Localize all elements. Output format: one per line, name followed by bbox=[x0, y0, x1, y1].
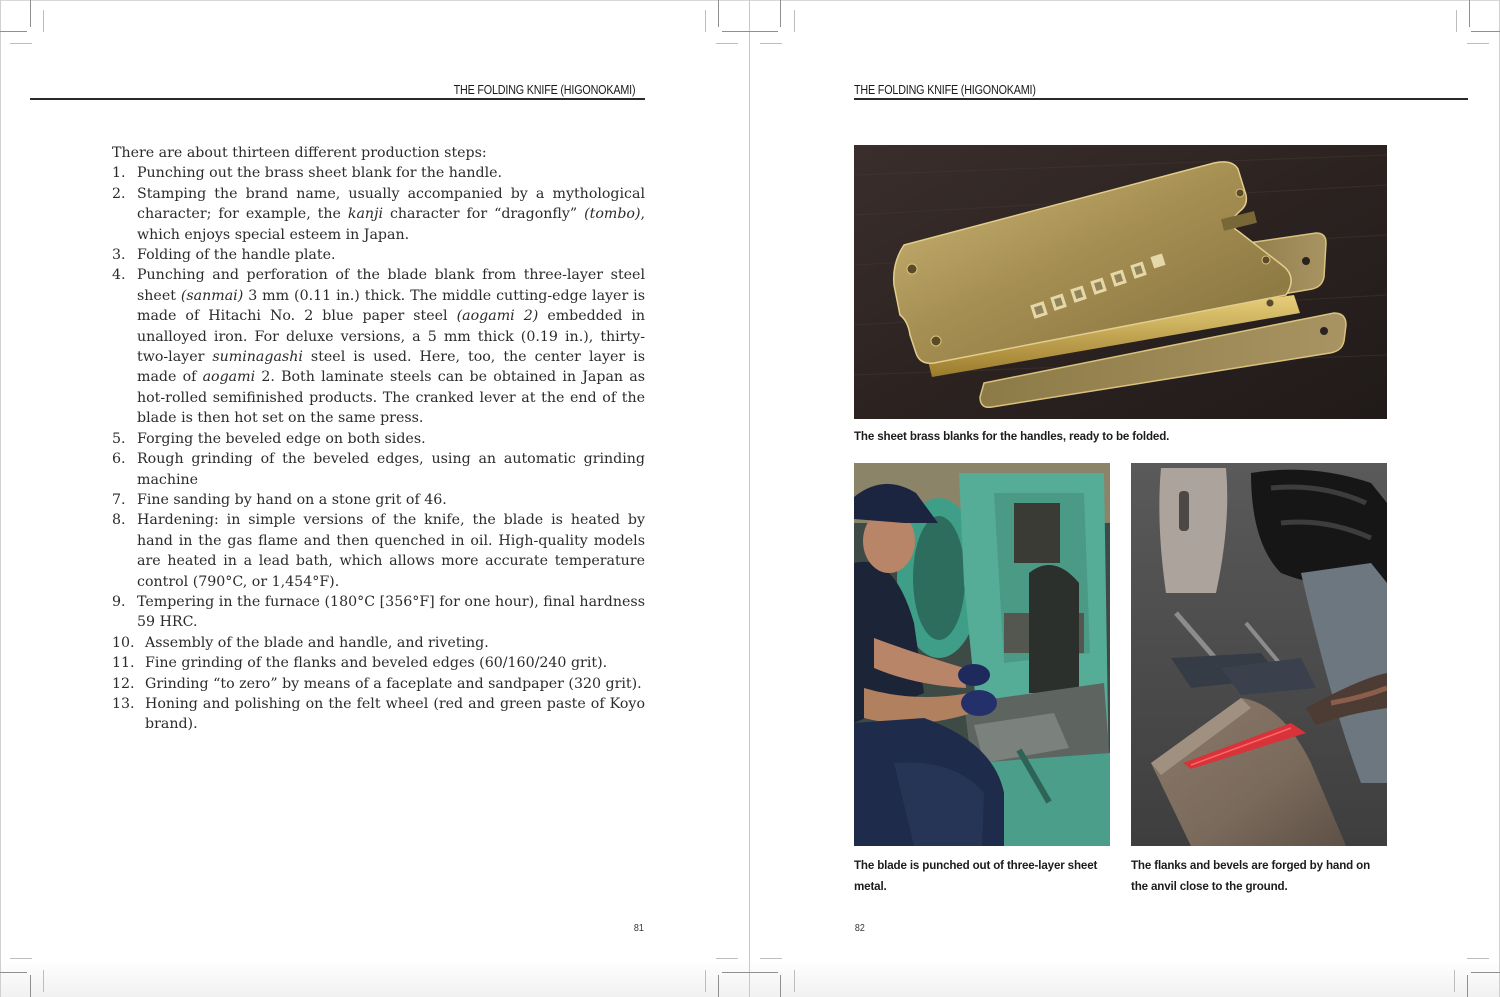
step-number: 13. bbox=[112, 695, 135, 712]
step-number: 12. bbox=[112, 675, 135, 692]
production-step bbox=[112, 674, 645, 694]
production-step bbox=[112, 592, 645, 633]
production-step bbox=[112, 490, 645, 510]
header-rule bbox=[30, 98, 645, 100]
production-step bbox=[112, 633, 645, 653]
step-number: 6. bbox=[112, 451, 126, 468]
production-step bbox=[112, 449, 645, 490]
step-text: Rough grinding of the beveled edges, using an automatic grinding machine bbox=[137, 451, 645, 488]
step-number: 1. bbox=[112, 165, 126, 182]
step-text: Folding of the handle plate. bbox=[137, 247, 336, 264]
photo-brass-blanks bbox=[854, 145, 1387, 419]
photo-punch-press bbox=[854, 463, 1110, 846]
step-number: 8. bbox=[112, 512, 126, 529]
step-text: Stamping the brand name, usually accompanied by a mythological character; for example, the kanji character for “dragonfly” (tombo), which enjoys special esteem in Japan. bbox=[137, 185, 645, 243]
body-text bbox=[112, 143, 645, 735]
step-text: Honing and polishing on the felt wheel (red and green paste of Koyo brand). bbox=[145, 695, 645, 733]
forging-anvil-image bbox=[1131, 463, 1387, 846]
intro-paragraph: There are about thirteen different production steps: bbox=[112, 145, 487, 161]
production-step bbox=[112, 245, 645, 265]
production-step bbox=[112, 429, 645, 449]
production-step bbox=[112, 694, 645, 735]
step-text: Fine grinding of the flanks and beveled edges (60/160/240 grit). bbox=[145, 655, 608, 672]
step-number: 10. bbox=[112, 634, 135, 651]
page-edge bbox=[0, 0, 1, 997]
step-text: Grinding “to zero” by means of a faceplate and sandpaper (320 grit). bbox=[145, 675, 642, 692]
step-text: Tempering in the furnace (180°C [356°F] for one hour), final hardness 59 HRC. bbox=[137, 593, 645, 631]
step-text: Assembly of the blade and handle, and riveting. bbox=[145, 634, 489, 651]
step-number: 7. bbox=[112, 491, 126, 508]
step-number: 11. bbox=[112, 655, 135, 672]
production-step bbox=[112, 184, 645, 245]
step-text: Forging the beveled edge on both sides. bbox=[137, 430, 426, 447]
photo-caption: The flanks and bevels are forged by hand on the anvil close to the ground. bbox=[1131, 859, 1371, 893]
photo-caption: The blade is punched out of three-layer sheet metal. bbox=[854, 859, 1098, 893]
production-steps-list bbox=[112, 163, 645, 734]
production-step bbox=[112, 265, 645, 428]
production-step bbox=[112, 163, 645, 183]
header-rule bbox=[854, 98, 1468, 100]
page-number: 82 bbox=[854, 922, 865, 934]
step-text: Hardening: in simple versions of the knife, the blade is heated by hand in the gas flame and then quenched in oil. High-quality models are heated in a lead bath, which allows more accurate temperature control (790°C, or 1,454°F). bbox=[137, 512, 645, 590]
photo-forging-anvil bbox=[1131, 463, 1387, 846]
running-head: THE FOLDING KNIFE (HIGONOKAMI) bbox=[453, 83, 635, 97]
book-spine-divider bbox=[749, 0, 750, 997]
step-number: 2. bbox=[112, 185, 126, 202]
punch-press-image bbox=[854, 463, 1110, 846]
step-number: 5. bbox=[112, 430, 126, 447]
production-step bbox=[112, 510, 645, 592]
step-text: Punching out the brass sheet blank for the handle. bbox=[137, 165, 503, 182]
brass-blanks-image bbox=[854, 145, 1387, 419]
production-step bbox=[112, 653, 645, 673]
step-number: 9. bbox=[112, 593, 126, 610]
running-head: THE FOLDING KNIFE (HIGONOKAMI) bbox=[854, 83, 1036, 97]
page-number: 81 bbox=[633, 922, 644, 934]
step-text: Punching and perforation of the blade blank from three-layer steel sheet (sanmai) 3 mm (0.11 in.) thick. The middle cutting-edge layer is made of Hitachi No. 2 blue paper steel (aogami 2) embedded in unalloyed iron. For deluxe versions, a 5 mm thick (0.19 in.), thirty-two-layer suminagashi steel is used. Here, too, the center layer is made of aogami 2. Both laminate steels can be obtained in Japan as hot-rolled semifinished products. The cranked lever at the end of the blade is then hot set on the same press. bbox=[137, 267, 646, 427]
page-edge bbox=[0, 0, 1500, 1]
step-text: Fine sanding by hand on a stone grit of 46. bbox=[137, 491, 447, 508]
page-shadow bbox=[0, 960, 1500, 997]
step-number: 4. bbox=[112, 267, 126, 284]
step-number: 3. bbox=[112, 247, 126, 264]
photo-caption: The sheet brass blanks for the handles, ready to be folded. bbox=[854, 430, 1170, 443]
